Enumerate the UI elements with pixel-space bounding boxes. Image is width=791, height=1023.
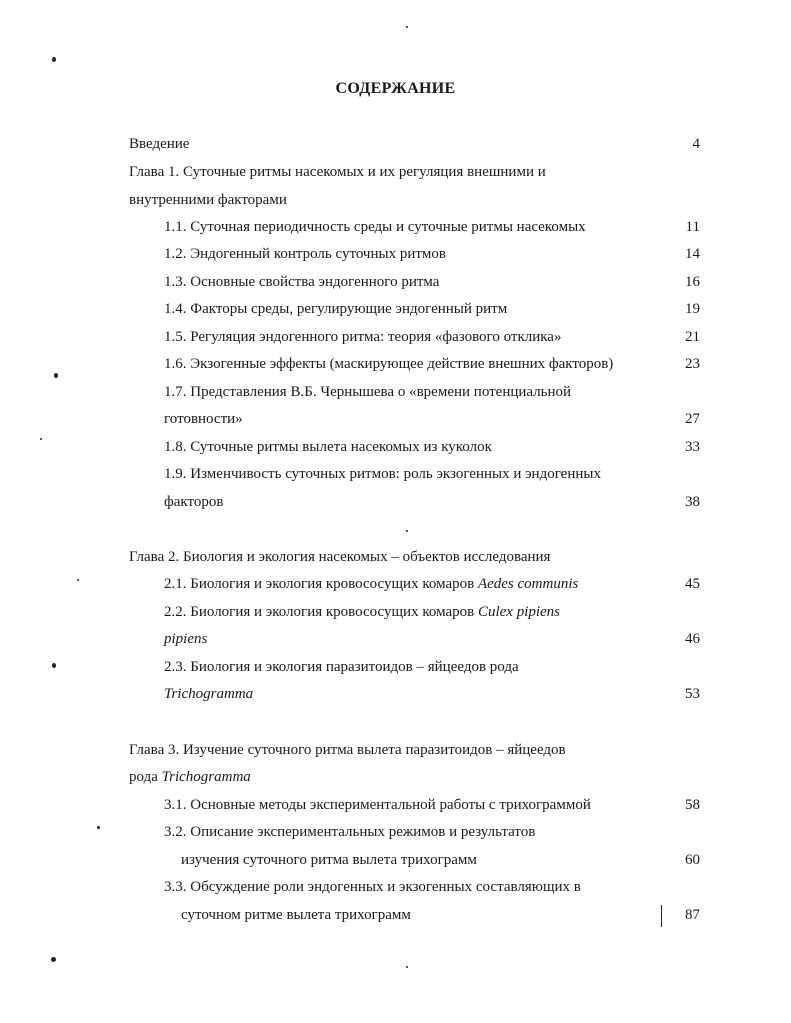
entry-text: 1.2. Эндогенный контроль суточных ритмов xyxy=(164,246,446,262)
entry-page: 87 xyxy=(685,907,700,923)
scan-speck xyxy=(77,579,79,581)
toc-entry xyxy=(0,354,791,374)
entry-text: 1.6. Экзогенные эффекты (маскирующее действие внешних факторов) xyxy=(164,356,614,372)
toc-entry xyxy=(0,602,791,622)
scan-speck xyxy=(52,663,56,668)
toc-entry xyxy=(0,767,791,787)
toc-entry xyxy=(0,822,791,842)
entry-text: Глава 2. Биология и экология насекомых – объектов исследования xyxy=(129,549,551,565)
entry-text: 1.7. Представления В.Б. Чернышева о «времени потенциальной xyxy=(164,384,572,400)
toc-entry xyxy=(0,162,791,182)
entry-text: pipiens xyxy=(164,631,208,647)
entry-text: Введение xyxy=(129,136,190,152)
entry-text: 1.9. Изменчивость суточных ритмов: роль экзогенных и эндогенных xyxy=(164,466,601,482)
entry-page: 14 xyxy=(685,246,700,262)
entry-page: 4 xyxy=(692,136,700,152)
toc-entry xyxy=(0,217,791,237)
scan-speck xyxy=(51,957,56,962)
scan-speck xyxy=(54,373,58,378)
entry-text: 1.3. Основные свойства эндогенного ритма xyxy=(164,274,440,290)
toc-entry xyxy=(0,740,791,760)
scan-speck xyxy=(52,57,56,62)
entry-page: 45 xyxy=(685,576,700,592)
entry-text: 3.1. Основные методы экспериментальной работы с трихограммой xyxy=(164,797,591,813)
scan-speck xyxy=(406,966,408,968)
entry-text: 1.8. Суточные ритмы вылета насекомых из куколок xyxy=(164,439,492,455)
entry-text: 3.3. Обсуждение роли эндогенных и экзогенных составляющих в xyxy=(164,879,581,895)
scan-speck xyxy=(97,826,100,829)
toc-entry xyxy=(0,134,791,154)
entry-text: изучения суточного ритма вылета трихограмм xyxy=(181,852,477,868)
toc-entry xyxy=(0,850,791,870)
entry-text: рода Trichogramma xyxy=(129,769,251,785)
entry-page: 19 xyxy=(685,301,700,317)
toc-entry xyxy=(0,437,791,457)
toc-entry xyxy=(0,464,791,484)
toc-entry xyxy=(0,795,791,815)
toc-entry xyxy=(0,327,791,347)
toc-entry xyxy=(0,877,791,897)
entry-text: внутренними факторами xyxy=(129,192,287,208)
entry-text: готовности» xyxy=(164,411,243,427)
page-title: СОДЕРЖАНИЕ xyxy=(335,80,456,97)
entry-text: 3.2. Описание экспериментальных режимов и результатов xyxy=(164,824,536,840)
entry-text: Trichogramma xyxy=(164,686,254,702)
entry-text: Глава 3. Изучение суточного ритма вылета паразитоидов – яйцеедов xyxy=(129,742,566,758)
entry-page: 38 xyxy=(685,494,700,510)
entry-page: 16 xyxy=(685,274,700,290)
toc-entry xyxy=(0,382,791,402)
entry-page: 23 xyxy=(685,356,700,372)
toc-entry xyxy=(0,244,791,264)
toc-entry xyxy=(0,547,791,567)
entry-text: 2.2. Биология и экология кровососущих комаров Culex pipiens xyxy=(164,604,561,620)
toc-entry xyxy=(0,684,791,704)
toc-entry xyxy=(0,409,791,429)
entry-text: суточном ритме вылета трихограмм xyxy=(181,907,411,923)
scan-speck xyxy=(406,26,408,28)
entry-text: Глава 1. Суточные ритмы насекомых и их регуляция внешними и xyxy=(129,164,546,180)
entry-page: 11 xyxy=(685,219,700,235)
entry-text: 2.1. Биология и экология кровососущих комаров Aedes communis xyxy=(164,576,579,592)
toc-entry xyxy=(0,657,791,677)
entry-text: 1.1. Суточная периодичность среды и суточные ритмы насекомых xyxy=(164,219,586,235)
entry-page: 27 xyxy=(685,411,700,427)
entry-text: факторов xyxy=(164,494,224,510)
toc-entry xyxy=(0,492,791,512)
entry-text: 2.3. Биология и экология паразитоидов – яйцеедов рода xyxy=(164,659,519,675)
entry-page: 46 xyxy=(685,631,700,647)
entry-page: 58 xyxy=(685,797,700,813)
toc-entry xyxy=(0,629,791,649)
scan-speck xyxy=(40,438,42,440)
toc-entry xyxy=(0,574,791,594)
entry-page: 33 xyxy=(685,439,700,455)
toc-entry xyxy=(0,272,791,292)
toc-entry xyxy=(0,190,791,210)
toc-entry xyxy=(0,905,791,925)
margin-mark xyxy=(661,905,662,927)
entry-page: 53 xyxy=(685,686,700,702)
toc-entry xyxy=(0,299,791,319)
entry-page: 60 xyxy=(685,852,700,868)
entry-page: 21 xyxy=(685,329,700,345)
entry-text: 1.5. Регуляция эндогенного ритма: теория «фазового отклика» xyxy=(164,329,562,345)
scan-speck xyxy=(406,530,408,532)
entry-text: 1.4. Факторы среды, регулирующие эндогенный ритм xyxy=(164,301,508,317)
